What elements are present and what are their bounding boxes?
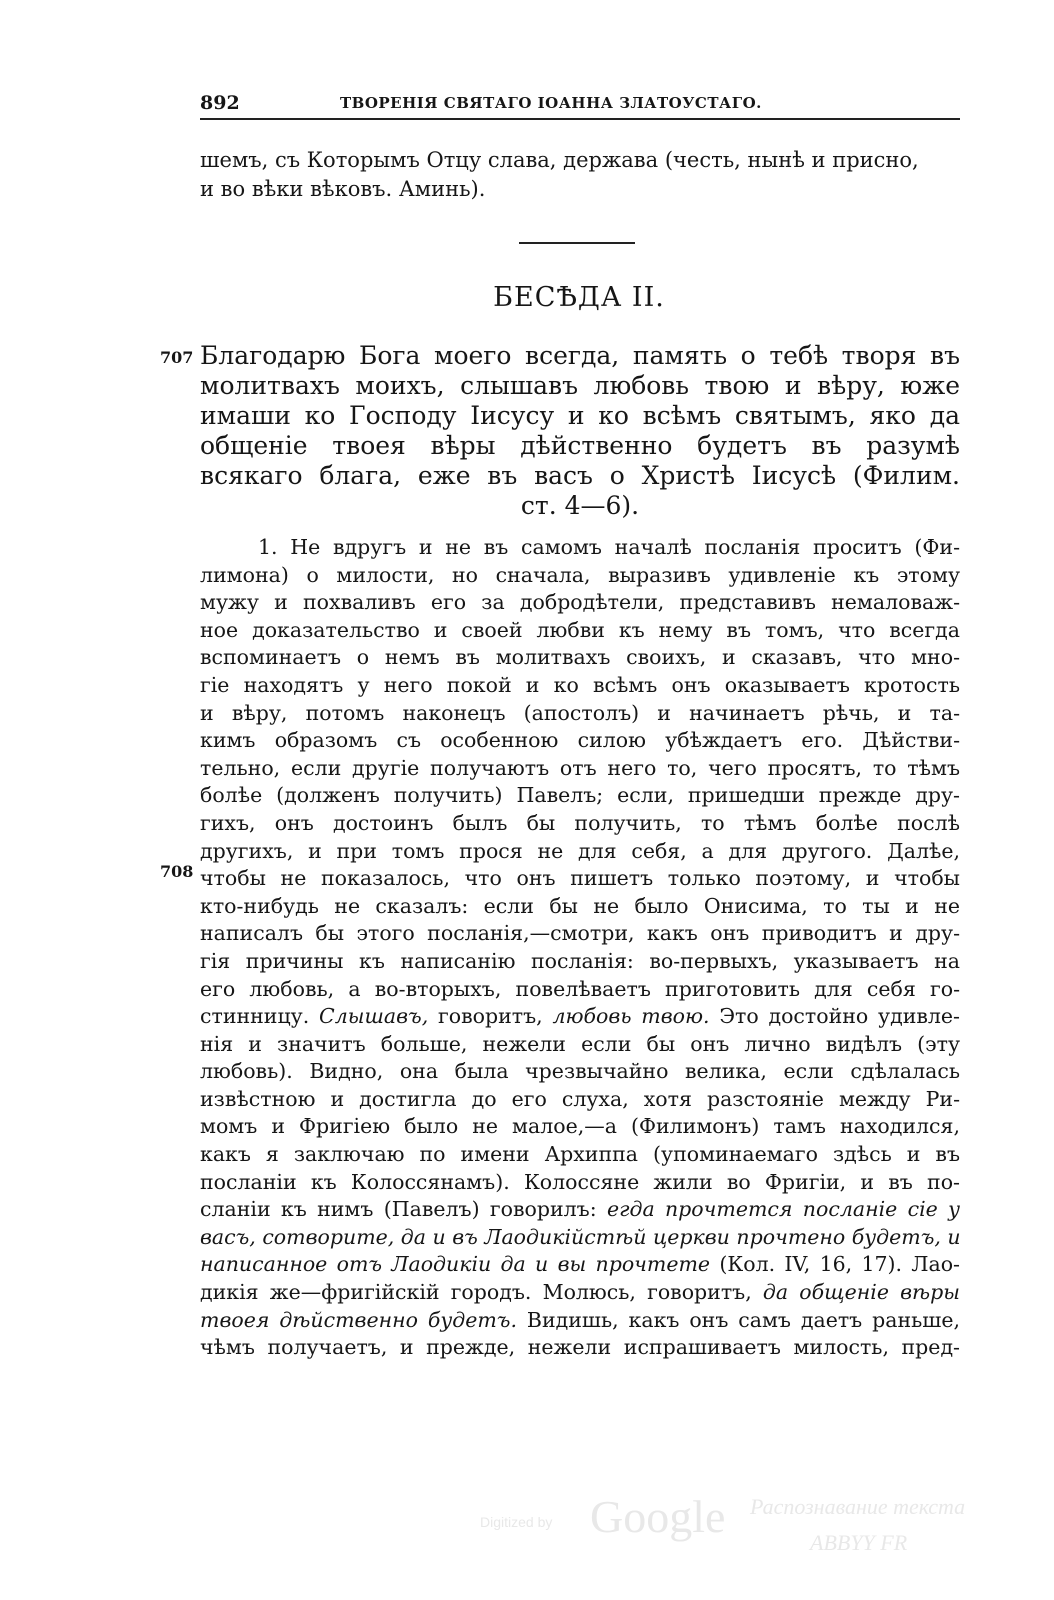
text-line: болѣе (долженъ получить) Павелъ; если, пришедши прежде дру- — [200, 783, 960, 808]
text-line — [200, 1251, 960, 1279]
text-line: чтобы не показалось, что онъ пишетъ только поэтому, и чтобы — [200, 866, 960, 891]
text-line: и вѣру, потомъ наконецъ (апостолъ) и начинаетъ рѣчь, и та- — [200, 700, 960, 725]
epigraph-line: всякаго блага, еже въ васъ о Христѣ Іисусѣ (Филим. — [200, 461, 960, 490]
text-line: его любовь, а во-вторыхъ, повелѣваетъ приготовить для себя го- — [200, 976, 960, 1001]
text-line: извѣстною и достигла до его слуха, хотя разстояніе между Ри- — [200, 1086, 960, 1111]
text-line: 1. Не вдругъ и не въ самомъ началѣ посланія проситъ (Фи- — [258, 535, 960, 559]
text-line: другихъ, и при томъ прося не для себя, а для другого. Далѣе, — [200, 838, 960, 863]
text-line: гія причины къ написанію посланія: во-первыхъ, указываетъ на — [200, 948, 960, 973]
text-line — [200, 1196, 960, 1224]
text-line: тельно, если другіе получаютъ отъ него то, чего просятъ, то тѣмъ — [200, 755, 960, 780]
text-line: чѣмъ получаетъ, и прежде, нежели испрашиваетъ милость, пред- — [200, 1335, 960, 1360]
margin-number: 708 — [160, 862, 194, 881]
text-line: какъ я заключаю по имени Архиппа (упоминаемаго здѣсь и въ — [200, 1142, 960, 1167]
epigraph-line: молитвахъ моихъ, слышавъ любовь твою и вѣру, юже — [200, 371, 960, 400]
running-title: ТВОРЕНІЯ СВЯТАГО ІОАННА ЗЛАТОУСТАГО. — [340, 94, 762, 112]
epigraph-line: имаши ко Господу Іисусу и ко всѣмъ святымъ, яко да — [200, 401, 960, 430]
margin-number: 707 — [160, 348, 194, 367]
page-header — [200, 88, 960, 120]
text-line: кимъ образомъ съ особенною силою убѣждаетъ его. Дѣйстви- — [200, 728, 960, 753]
epigraph-line: ст. 4—6). — [520, 491, 640, 520]
quote-segment: любовь твою. — [552, 1004, 710, 1029]
text-line — [200, 1003, 960, 1031]
homily-title-text: БЕСѢДА II. — [493, 282, 665, 313]
page-number: 892 — [200, 92, 240, 114]
watermark-abbyy: ABBYY FR — [810, 1530, 908, 1555]
text-line: гіе находятъ у него покой и ко всѣмъ онъ оказываетъ кротость — [200, 672, 960, 697]
text-line: шемъ, съ Которымъ Отцу слава, держава (честь, нынѣ и присно, — [200, 148, 919, 172]
text-segment: говоритъ, — [438, 1004, 543, 1029]
text-line — [200, 1307, 960, 1335]
body-text — [200, 534, 960, 1362]
text-line: написалъ бы этого посланія,—смотри, какъ онъ приводитъ и дру- — [200, 921, 960, 946]
watermark-digitized-by: Digitized by — [480, 1514, 553, 1530]
watermark-recognition: Распознавание текста — [750, 1494, 966, 1519]
text-line: момъ и Фригіею было не малое,—а (Филимонъ) тамъ находился, — [200, 1114, 960, 1139]
text-line: вспоминаетъ о немъ въ молитвахъ своихъ, и сказавъ, что мно- — [200, 645, 960, 670]
quote-segment: егда прочтется посланіе сіе у — [606, 1197, 960, 1222]
text-segment: Это достойно удивле- — [719, 1004, 960, 1029]
text-line: нія и значитъ больше, нежели если бы онъ лично видѣлъ (эту — [200, 1031, 960, 1056]
quote-segment: твоея дѣйственно будетъ. — [200, 1307, 517, 1332]
epigraph-line: Благодарю Бога моего всегда, память о тебѣ творя въ — [200, 341, 960, 370]
text-segment: Видишь, какъ онъ самъ даетъ раньше, — [526, 1307, 960, 1332]
text-line: лимона) о милости, но сначала, выразивъ удивленіе къ этому — [200, 562, 960, 587]
continuation-text — [200, 146, 960, 204]
section-separator — [519, 242, 635, 244]
scripture-epigraph — [200, 341, 960, 521]
epigraph-line: общеніе твоея вѣры дѣйственно будетъ въ разумѣ — [200, 431, 960, 460]
text-line: мужу и похваливъ его за добродѣтели, представивъ немаловаж- — [200, 590, 960, 615]
text-line: ное доказательство и своей любви къ нему въ томъ, что всегда — [200, 617, 960, 642]
text-line: любовь). Видно, она была чрезвычайно велика, если сдѣлалась — [200, 1059, 960, 1084]
text-line: посланіи къ Колоссянамъ). Колоссяне жили во Фригіи, и въ по- — [200, 1169, 960, 1194]
text-segment: (Кол. IV, 16, 17). Лао- — [719, 1252, 960, 1277]
text-segment: дикія же—фригійскій городъ. Молюсь, говоритъ, — [200, 1280, 752, 1305]
text-line: гихъ, онъ достоинъ былъ бы получить, то тѣмъ болѣе послѣ — [200, 810, 960, 835]
homily-title — [0, 282, 1054, 313]
quote-segment: написанное отъ Лаодикіи да и вы прочтете — [200, 1252, 711, 1277]
text-line — [200, 1279, 960, 1307]
text-line: и во вѣки вѣковъ. Аминь). — [200, 177, 486, 201]
text-segment: сланіи къ нимъ (Павелъ) говорилъ: — [200, 1197, 597, 1222]
quote-segment: да общеніе вѣры — [762, 1280, 960, 1305]
watermark-google-logo: Google — [590, 1491, 726, 1542]
text-line — [200, 1224, 960, 1252]
quote-segment: васъ, сотворите, да и въ Лаодикійстѣй церкви прочтено будетъ, и — [200, 1224, 961, 1249]
text-segment: стинницу. — [200, 1004, 310, 1029]
quote-segment: Слышавъ, — [319, 1004, 429, 1029]
text-line: кто-нибудь не сказалъ: если бы не было Онисима, то ты и не — [200, 893, 960, 918]
digitization-watermark — [480, 1490, 1000, 1570]
